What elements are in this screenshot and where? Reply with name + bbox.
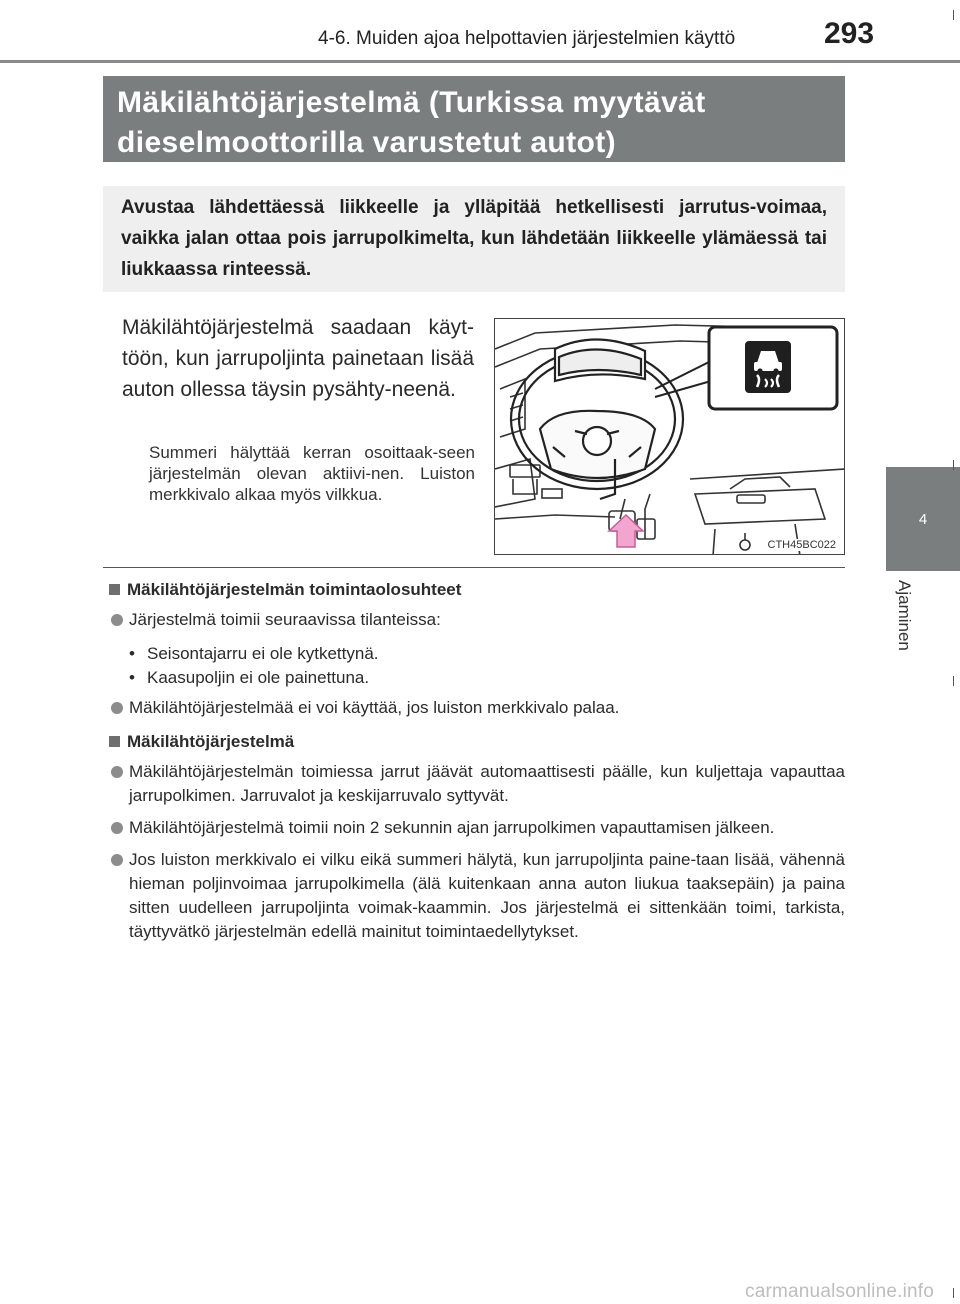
summary-box [103, 186, 845, 292]
sub-heading-operating-conditions: Mäkilähtöjärjestelmän toimintaolosuhteet [107, 578, 845, 602]
circle-bullet-icon [111, 766, 123, 778]
note-paragraph: Summeri hälyttää kerran osoittaak-seen järjestelmän olevan aktiivi-nen. Luiston merkkivalo alkaa myös vilkkua. [149, 443, 475, 504]
intro-paragraph: Mäkilähtöjärjestelmä saadaan käyt-töön, kun jarrupoljinta painetaan lisää auton ollessa täysin pysähty-neenä. [122, 316, 474, 401]
content-divider [103, 567, 845, 568]
sub-list-item: • Seisontajarru ei ole kytkettynä. [129, 644, 379, 663]
square-bullet-icon [109, 736, 120, 747]
circle-bullet-icon [111, 702, 123, 714]
list-item: Jos luiston merkkivalo ei vilku eikä summeri hälytä, kun jarrupoljinta paine-taan lisää, vähennä hieman poljinvoimaa jarrupolkimella (älä kuitenkaan anna auton liukua taaksepäin) ja paina sitten uudelleen jarrupoljinta voimak-kaammin. Jos järjestelmä ei sittenkään toimi, tarkista, täyttyvätkö järjestelmän edellä mainitut toimintaedellytykset. [107, 848, 845, 944]
chapter-label: Ajaminen [895, 580, 914, 651]
dashboard-drawing [495, 319, 845, 555]
page-number: 293 [824, 17, 875, 50]
running-header [0, 0, 960, 62]
header-rule [0, 60, 960, 63]
body-text [107, 578, 845, 944]
list-item: Mäkilähtöjärjestelmä toimii noin 2 sekunnin ajan jarrupolkimen vapauttamisen jälkeen. [107, 816, 845, 840]
list-item: Mäkilähtöjärjestelmän toimiessa jarrut jäävät automaattisesti päälle, kun kuljettaja vapauttaa jarrupolkimen. Jarruvalot ja keskijarruvalo syttyvät. [107, 760, 845, 808]
list-item: Mäkilähtöjärjestelmää ei voi käyttää, jos luiston merkkivalo palaa. [107, 696, 845, 720]
crop-mark [953, 460, 954, 470]
list-item: Järjestelmä toimii seuraavissa tilanteissa: [107, 608, 845, 632]
summary-text: Avustaa lähdettäessä liikkeelle ja ylläpitää hetkellisesti jarrutus-voimaa, vaikka jalan ottaa pois jarrupolkimelta, kun lähdetään liikkeelle ylämäessä tai liukkaassa rinteessä. [121, 197, 827, 280]
section-title: 4-6. Muiden ajoa helpottavien järjestelmien käyttö [318, 28, 736, 49]
sub-heading-hill-start: Mäkilähtöjärjestelmä [107, 730, 845, 754]
dashboard-illustration [494, 318, 845, 555]
watermark: carmanualsonline.info [745, 1281, 935, 1302]
skid-indicator-icon [745, 341, 791, 393]
page-title-line-2: dieselmoottorilla varustetut autot) [117, 126, 617, 159]
circle-bullet-icon [111, 854, 123, 866]
circle-bullet-icon [111, 822, 123, 834]
image-code: CTH45BC022 [767, 539, 836, 551]
chapter-number: 4 [918, 511, 928, 528]
crop-mark [953, 10, 954, 20]
sub-list-item: • Kaasupoljin ei ole painettuna. [129, 668, 370, 687]
circle-bullet-icon [111, 614, 123, 626]
crop-mark [953, 1288, 954, 1298]
crop-mark [953, 676, 954, 686]
square-bullet-icon [109, 584, 120, 595]
page-title [103, 76, 845, 162]
page-title-line-1: Mäkilähtöjärjestelmä (Turkissa myytävät [117, 86, 706, 119]
chapter-tab [886, 467, 960, 571]
